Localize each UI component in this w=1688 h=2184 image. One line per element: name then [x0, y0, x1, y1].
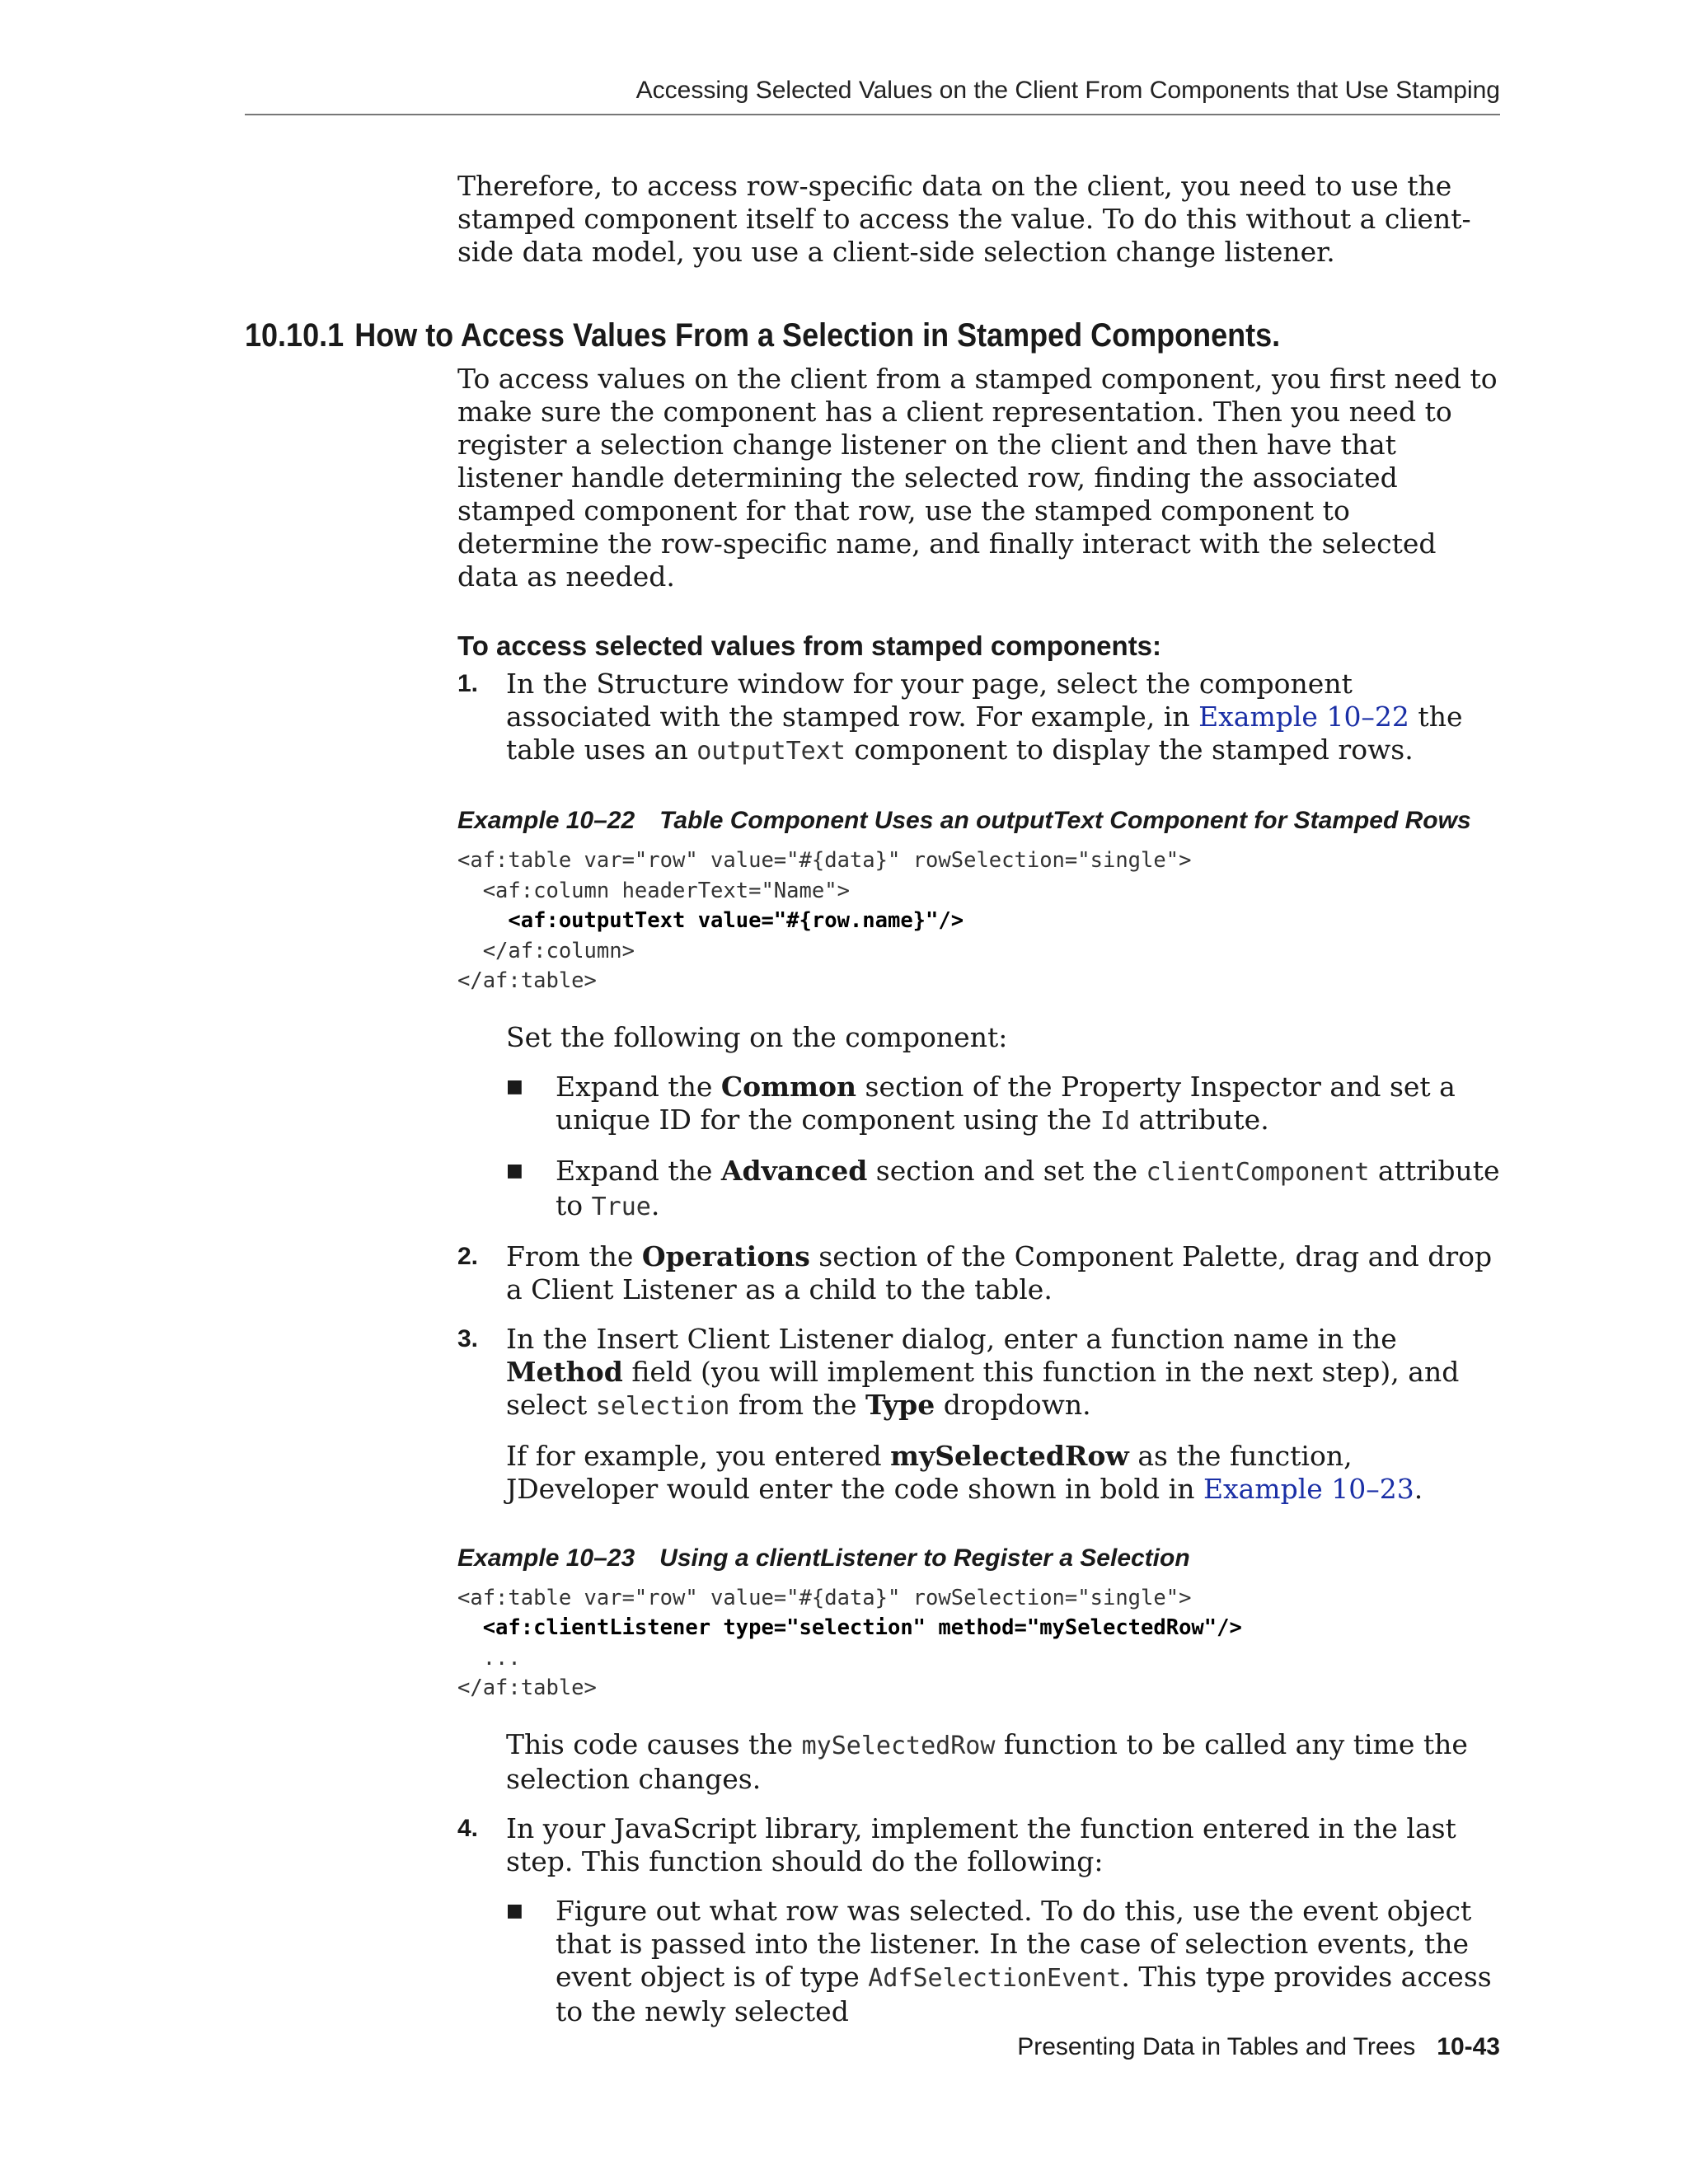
- code-line: <af:column headerText="Name">: [457, 878, 850, 903]
- step-4-text: In your JavaScript library, implement the function entered in the last step. This function should do the following:: [506, 1811, 1456, 1877]
- text: Expand the: [556, 1070, 721, 1103]
- text: section and set the: [867, 1154, 1146, 1187]
- text: Expand the: [556, 1154, 721, 1187]
- code-line: <af:table var="row" value="#{data}" rowSelection="single">: [457, 1585, 1192, 1610]
- section-title: How to Access Values From a Selection in Stamped Components.: [354, 317, 1281, 354]
- example-10-23-title: [457, 1542, 1500, 1575]
- inline-code: clientComponent: [1146, 1157, 1370, 1187]
- page-number: 10-43: [1437, 2033, 1500, 2060]
- bold-term: mySelectedRow: [890, 1439, 1129, 1472]
- inline-code: mySelectedRow: [801, 1731, 996, 1760]
- step-3-text-2: [506, 1440, 1500, 1506]
- example-10-22-link[interactable]: Example 10–22: [1198, 701, 1409, 733]
- text: component to display the stamped rows.: [845, 733, 1414, 766]
- bullet-text: [556, 1155, 1500, 1224]
- text: field (you will implement this function in the next step), and select: [506, 1355, 1460, 1421]
- inline-code: outputText: [696, 737, 846, 766]
- text: from the: [729, 1388, 866, 1421]
- bullet-item: [457, 1071, 1500, 1138]
- bold-term: Type: [865, 1388, 935, 1421]
- example-label: Example 10–23: [457, 1544, 635, 1572]
- running-header: Accessing Selected Values on the Client From Components that Use Stamping: [635, 77, 1500, 104]
- text: .: [650, 1188, 660, 1221]
- example-caption: Table Component Uses an outputText Component for Stamped Rows: [659, 807, 1471, 834]
- bullet-square-icon: ■: [506, 1900, 523, 1921]
- bold-term: Operations: [641, 1240, 810, 1272]
- bold-term: Common: [720, 1070, 857, 1103]
- code-listing-10-23: [457, 1583, 1500, 1704]
- step-1-text: [506, 668, 1500, 768]
- step-number: 2.: [457, 1242, 479, 1270]
- section-number: 10.10.1: [245, 317, 345, 354]
- text: section of the Property Inspector and set a unique ID for the component using the: [556, 1070, 1456, 1136]
- code-line: <af:table var="row" value="#{data}" rowSelection="single">: [457, 848, 1192, 873]
- text: as the function, JDeveloper would enter the code shown in bold in: [506, 1439, 1353, 1505]
- section-heading: [245, 315, 1375, 356]
- text: section of the Component Palette, drag and drop a Client Listener as a child to the table.: [506, 1240, 1493, 1305]
- code-line-bold: <af:outputText value="#{row.name}"/>: [457, 908, 964, 933]
- step-1-continuation: Set the following on the component:: [506, 1020, 1008, 1053]
- code-line: </af:table>: [457, 968, 597, 993]
- code-line-bold: <af:clientListener type="selection" method="mySelectedRow"/>: [457, 1615, 1242, 1640]
- text: the table uses an: [506, 701, 1463, 766]
- header-rule: [245, 114, 1500, 115]
- text: This code causes the: [506, 1727, 802, 1760]
- bullet-square-icon: ■: [506, 1160, 523, 1181]
- step-4: [457, 1812, 1500, 1878]
- code-line: </af:column>: [457, 938, 635, 963]
- text: If for example, you entered: [506, 1439, 891, 1472]
- section-paragraph: To access values on the client from a stamped component, you first need to make sure the component has a client representation. Then you need to register a selection change listener on the client and then have that listener handle determining the selected row, finding the associated stamped component for that row, use the stamped component to determine the row-specific name, and finally interact with the selected data as needed.: [457, 363, 1498, 593]
- step-2: [457, 1240, 1500, 1306]
- text: dropdown.: [935, 1388, 1091, 1421]
- text: . This type provides access to the newly selected: [556, 1960, 1492, 2027]
- inline-code: Id: [1100, 1106, 1131, 1136]
- example-label: Example 10–22: [457, 807, 635, 834]
- code-line: ...: [457, 1645, 521, 1671]
- example-10-22-title: [457, 804, 1500, 837]
- step-2-text: [506, 1240, 1500, 1306]
- inline-code: AdfSelectionEvent: [868, 1963, 1122, 1993]
- example-caption: Using a clientListener to Register a Selection: [659, 1544, 1190, 1572]
- page-footer: [245, 2032, 1500, 2062]
- step-3-text: [506, 1323, 1500, 1423]
- inline-code: True: [591, 1192, 651, 1221]
- inline-code: selection: [595, 1391, 730, 1421]
- bullet-item: [457, 1155, 1500, 1224]
- code-listing-10-22: [457, 846, 1500, 996]
- text: Figure out what row was selected. To do this, use the event object that is passed into the listener. In the case of selection events, the event object is of type: [556, 1894, 1472, 1993]
- bold-term: Method: [506, 1355, 623, 1388]
- step-3: [457, 1323, 1500, 1506]
- step-number: 1.: [457, 670, 479, 697]
- bullet-text: [556, 1071, 1500, 1138]
- step-number: 4.: [457, 1814, 479, 1842]
- step-number: 3.: [457, 1324, 479, 1352]
- bullet-text: [556, 1895, 1500, 2028]
- step-1: [457, 668, 1500, 768]
- intro-paragraph: Therefore, to access row-specific data on the client, you need to use the stamped component itself to access the value. To do this without a client-side data model, you use a client-side selection change listener.: [457, 170, 1471, 268]
- page-body: [245, 170, 1500, 2028]
- text: From the: [506, 1240, 642, 1272]
- text: .: [1414, 1472, 1423, 1505]
- procedure-heading: To access selected values from stamped components:: [457, 630, 1162, 661]
- text: In the Insert Client Listener dialog, enter a function name in the: [506, 1322, 1397, 1355]
- footer-chapter-title: Presenting Data in Tables and Trees: [1017, 2033, 1416, 2060]
- text: function to be called any time the selection changes.: [506, 1727, 1468, 1795]
- text: attribute to: [556, 1154, 1500, 1221]
- bullet-item: [457, 1895, 1500, 2028]
- code-line: </af:table>: [457, 1675, 597, 1700]
- bold-term: Advanced: [720, 1154, 868, 1187]
- example-10-23-link[interactable]: Example 10–23: [1203, 1472, 1414, 1505]
- text: attribute.: [1130, 1103, 1269, 1136]
- bullet-square-icon: ■: [506, 1076, 523, 1097]
- text: In the Structure window for your page, select the component associated with the stamped row. For example, in: [506, 668, 1353, 733]
- step-3-continuation: [506, 1728, 1500, 1796]
